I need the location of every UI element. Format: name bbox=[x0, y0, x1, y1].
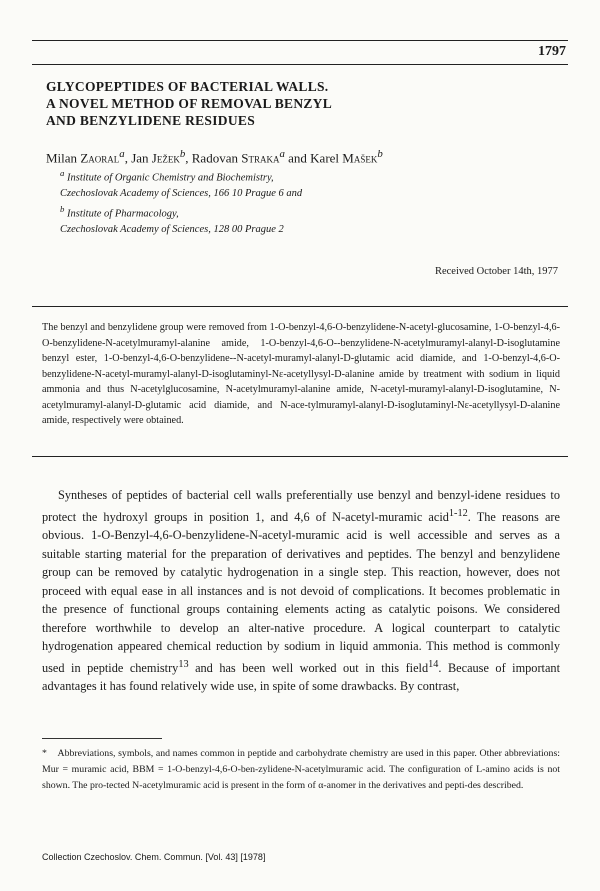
author-last: Ježek bbox=[151, 150, 180, 166]
affil-line: Institute of Organic Chemistry and Biochemistry, bbox=[67, 172, 274, 184]
author-list: Milan Zaoral$^a$, Jan Ježek$^b$, Radovan Straka$^a$ and Karel Mašek$^b$ bbox=[46, 148, 383, 166]
citation: 14 bbox=[428, 658, 439, 670]
author-sup: a bbox=[119, 148, 125, 160]
body-text: . Because of important advantages it has found relatively wide use, in spite of some drawbacks. By contrast, bbox=[42, 660, 560, 694]
affil-line: Czechoslovak Academy of Sciences, 166 10 Prague 6 and bbox=[60, 188, 303, 199]
author-last: Straka bbox=[241, 150, 280, 166]
article-title bbox=[46, 78, 516, 129]
author-last: Mašek bbox=[342, 150, 378, 166]
journal-footer: Collection Czechoslov. Chem. Commun. [Vol. 43] [1978] bbox=[42, 852, 266, 862]
author-last: Zaoral bbox=[80, 150, 120, 166]
affil-sup: b bbox=[60, 203, 65, 214]
body-paragraph bbox=[42, 486, 560, 696]
citation: 13 bbox=[178, 658, 189, 670]
footnote-text: Abbreviations, symbols, and names common in peptide and carbohydrate chemistry are used in this paper. Other abbreviations: Mur = muramic acid, BBM = 1-O-benzyl-4,6-O-ben-zylidene-N-acetylmuramic acid. The configuration of L-amino acids is not shown. The pro-tected N-acetylmuramic acid is present in the form of α-anomer in the derivatives and pepti-des described. bbox=[42, 748, 560, 791]
abstract-rule-bottom bbox=[32, 456, 568, 457]
body-text: and has been well worked out in this field bbox=[188, 660, 429, 675]
affil-sup: a bbox=[60, 168, 65, 178]
footnote-rule bbox=[42, 738, 162, 739]
body-text: Syntheses of peptides of bacterial cell walls preferentially use benzyl and benzyl-idene residues to protect the hydroxyl groups in position 1, and 4,6 of N-acetyl-muramic acid bbox=[42, 488, 560, 524]
affil-line: Czechoslovak Academy of Sciences, 128 00 Prague 2 bbox=[60, 223, 284, 235]
title-line: AND BENZYLIDENE RESIDUES bbox=[46, 113, 256, 128]
footnote-mark: * bbox=[42, 748, 47, 759]
author-first: Radovan bbox=[191, 150, 238, 166]
received-date: Received October 14th, 1977 bbox=[434, 266, 558, 277]
author-first: Karel bbox=[310, 150, 340, 166]
footnote bbox=[42, 746, 560, 794]
author-sup: a bbox=[279, 148, 285, 160]
affiliations bbox=[60, 166, 480, 237]
abstract-rule-top bbox=[32, 306, 568, 307]
title-line: A NOVEL METHOD OF REMOVAL BENZYL bbox=[46, 96, 333, 111]
author-first: Jan bbox=[131, 150, 149, 166]
title-line: GLYCOPEPTIDES OF BACTERIAL WALLS. bbox=[46, 79, 329, 94]
page-number: 1797 bbox=[538, 44, 566, 59]
header-rule-lower bbox=[32, 64, 568, 65]
abstract: The benzyl and benzylidene group were removed from 1-O-benzyl-4,6-O-benzylidene-N-acetyl-glucosamine, 1-O-benzyl-4,6-O-benzylidene-N-acetylmuramyl-alanine amide, 1-O-benzyl-4,6-O--benzylidene-N-acetylmuramyl-alanyl-D-isoglutamine benzyl ester, 1-O-benzyl-4,6-O-benzylidene--N-acetyl-muramyl-alanyl-D-glutamic acid diamide, and 1-O-benzyl-4,6-O-benzylidene-N-acetyl-muramyl-alanyl-D-isoglutaminyl-Nε-acetyllysyl-D-alanine amide by treatment with sodium in liquid ammonia and thus N-acetylglucosamine, N-acetylmuramyl-alanine amide, N-acetyl-muramyl-alanyl-D-isoglutamine, N-acetylmuramyl-alanyl-D-glutamic acid diamide, and N-ace-tylmuramyl-alanyl-D-isoglutaminyl-Nε-acetyllysyl-D-alanine amide, respectively were obtained. bbox=[42, 322, 560, 426]
affil-line: Institute of Pharmacology, bbox=[67, 208, 179, 219]
header-rule bbox=[32, 40, 568, 41]
body-text: . The reasons are obvious. 1-O-Benzyl-4,6-O-benzylidene-N-acetyl-muramic acid is well accessible and serves as a suitable starting material for the preparation of derivatives and peptides. The benzyl and benzylidene group can be removed by catalytic hydrogenation in a single step. This reaction, however, does not proceed with equal ease in all instances and is not devoid of complications. It becomes problematic in the presence of functional groups containing elements acting as catalytic poisons. We considered therefore worthwhile to develop an alter-native procedure. A logical counterpart to catalytic hydrogenation appeared chemical reduction by sodium in liquid ammonia. This method is commonly used in peptide chemistry bbox=[42, 509, 560, 675]
citation: 1-12 bbox=[448, 507, 468, 519]
author-sup: b bbox=[377, 148, 383, 160]
author-sup: b bbox=[179, 148, 186, 160]
author-first: Milan bbox=[46, 150, 78, 166]
